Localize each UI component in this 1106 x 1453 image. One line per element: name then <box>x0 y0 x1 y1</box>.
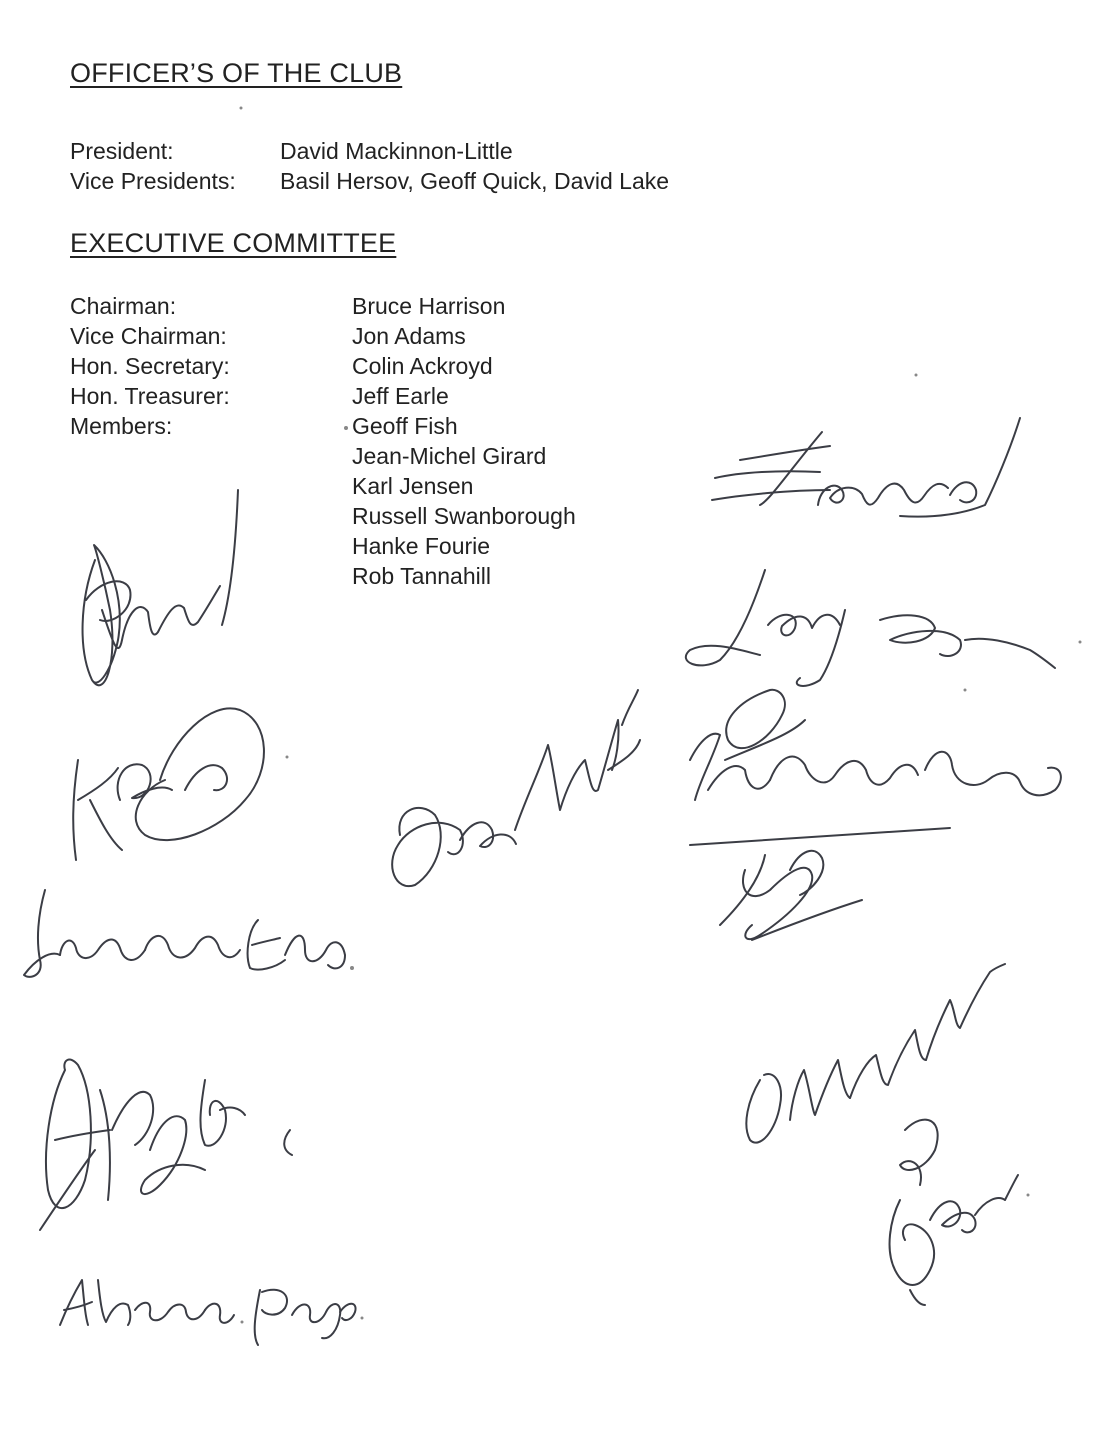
signature-8 <box>24 890 354 977</box>
vice-presidents-value: Basil Hersov, Geoff Quick, David Lake <box>280 168 670 194</box>
signature-6 <box>690 690 1061 800</box>
signature-11 <box>890 1120 1030 1305</box>
signature-12 <box>60 1280 364 1345</box>
role-value: Jon Adams <box>352 323 466 349</box>
signature-1 <box>83 490 238 685</box>
executive-heading: EXECUTIVE COMMITTEE <box>70 228 397 258</box>
role-value: Jeff Earle <box>352 383 449 409</box>
role-label: Members: <box>70 413 173 439</box>
member-name: Rob Tannahill <box>352 563 491 589</box>
signature-2 <box>712 418 1020 517</box>
role-label: Chairman: <box>70 293 177 319</box>
signature-7 <box>690 828 950 940</box>
role-label: Vice Chairman: <box>70 323 227 349</box>
role-label: Hon. Secretary: <box>70 353 230 379</box>
member-name: Hanke Fourie <box>352 533 491 559</box>
role-value: Colin Ackroyd <box>352 353 493 379</box>
vice-presidents-label: Vice Presidents: <box>70 168 236 194</box>
speck <box>240 107 243 110</box>
member-name: Russell Swanborough <box>352 503 576 529</box>
signature-5 <box>392 690 640 886</box>
member-name: Karl Jensen <box>352 473 474 499</box>
officers-heading: OFFICER’S OF THE CLUB <box>70 58 403 88</box>
speck <box>344 426 348 430</box>
signature-10 <box>40 1060 292 1230</box>
signature-4 <box>73 708 288 860</box>
signature-9 <box>746 964 1005 1143</box>
speck <box>915 374 918 377</box>
president-value: David Mackinnon-Little <box>280 138 513 164</box>
president-label: President: <box>70 138 174 164</box>
role-value: Bruce Harrison <box>352 293 506 319</box>
signature-3 <box>686 570 1082 692</box>
member-name: Jean-Michel Girard <box>352 443 547 469</box>
role-value: Geoff Fish <box>352 413 458 439</box>
role-label: Hon. Treasurer: <box>70 383 230 409</box>
